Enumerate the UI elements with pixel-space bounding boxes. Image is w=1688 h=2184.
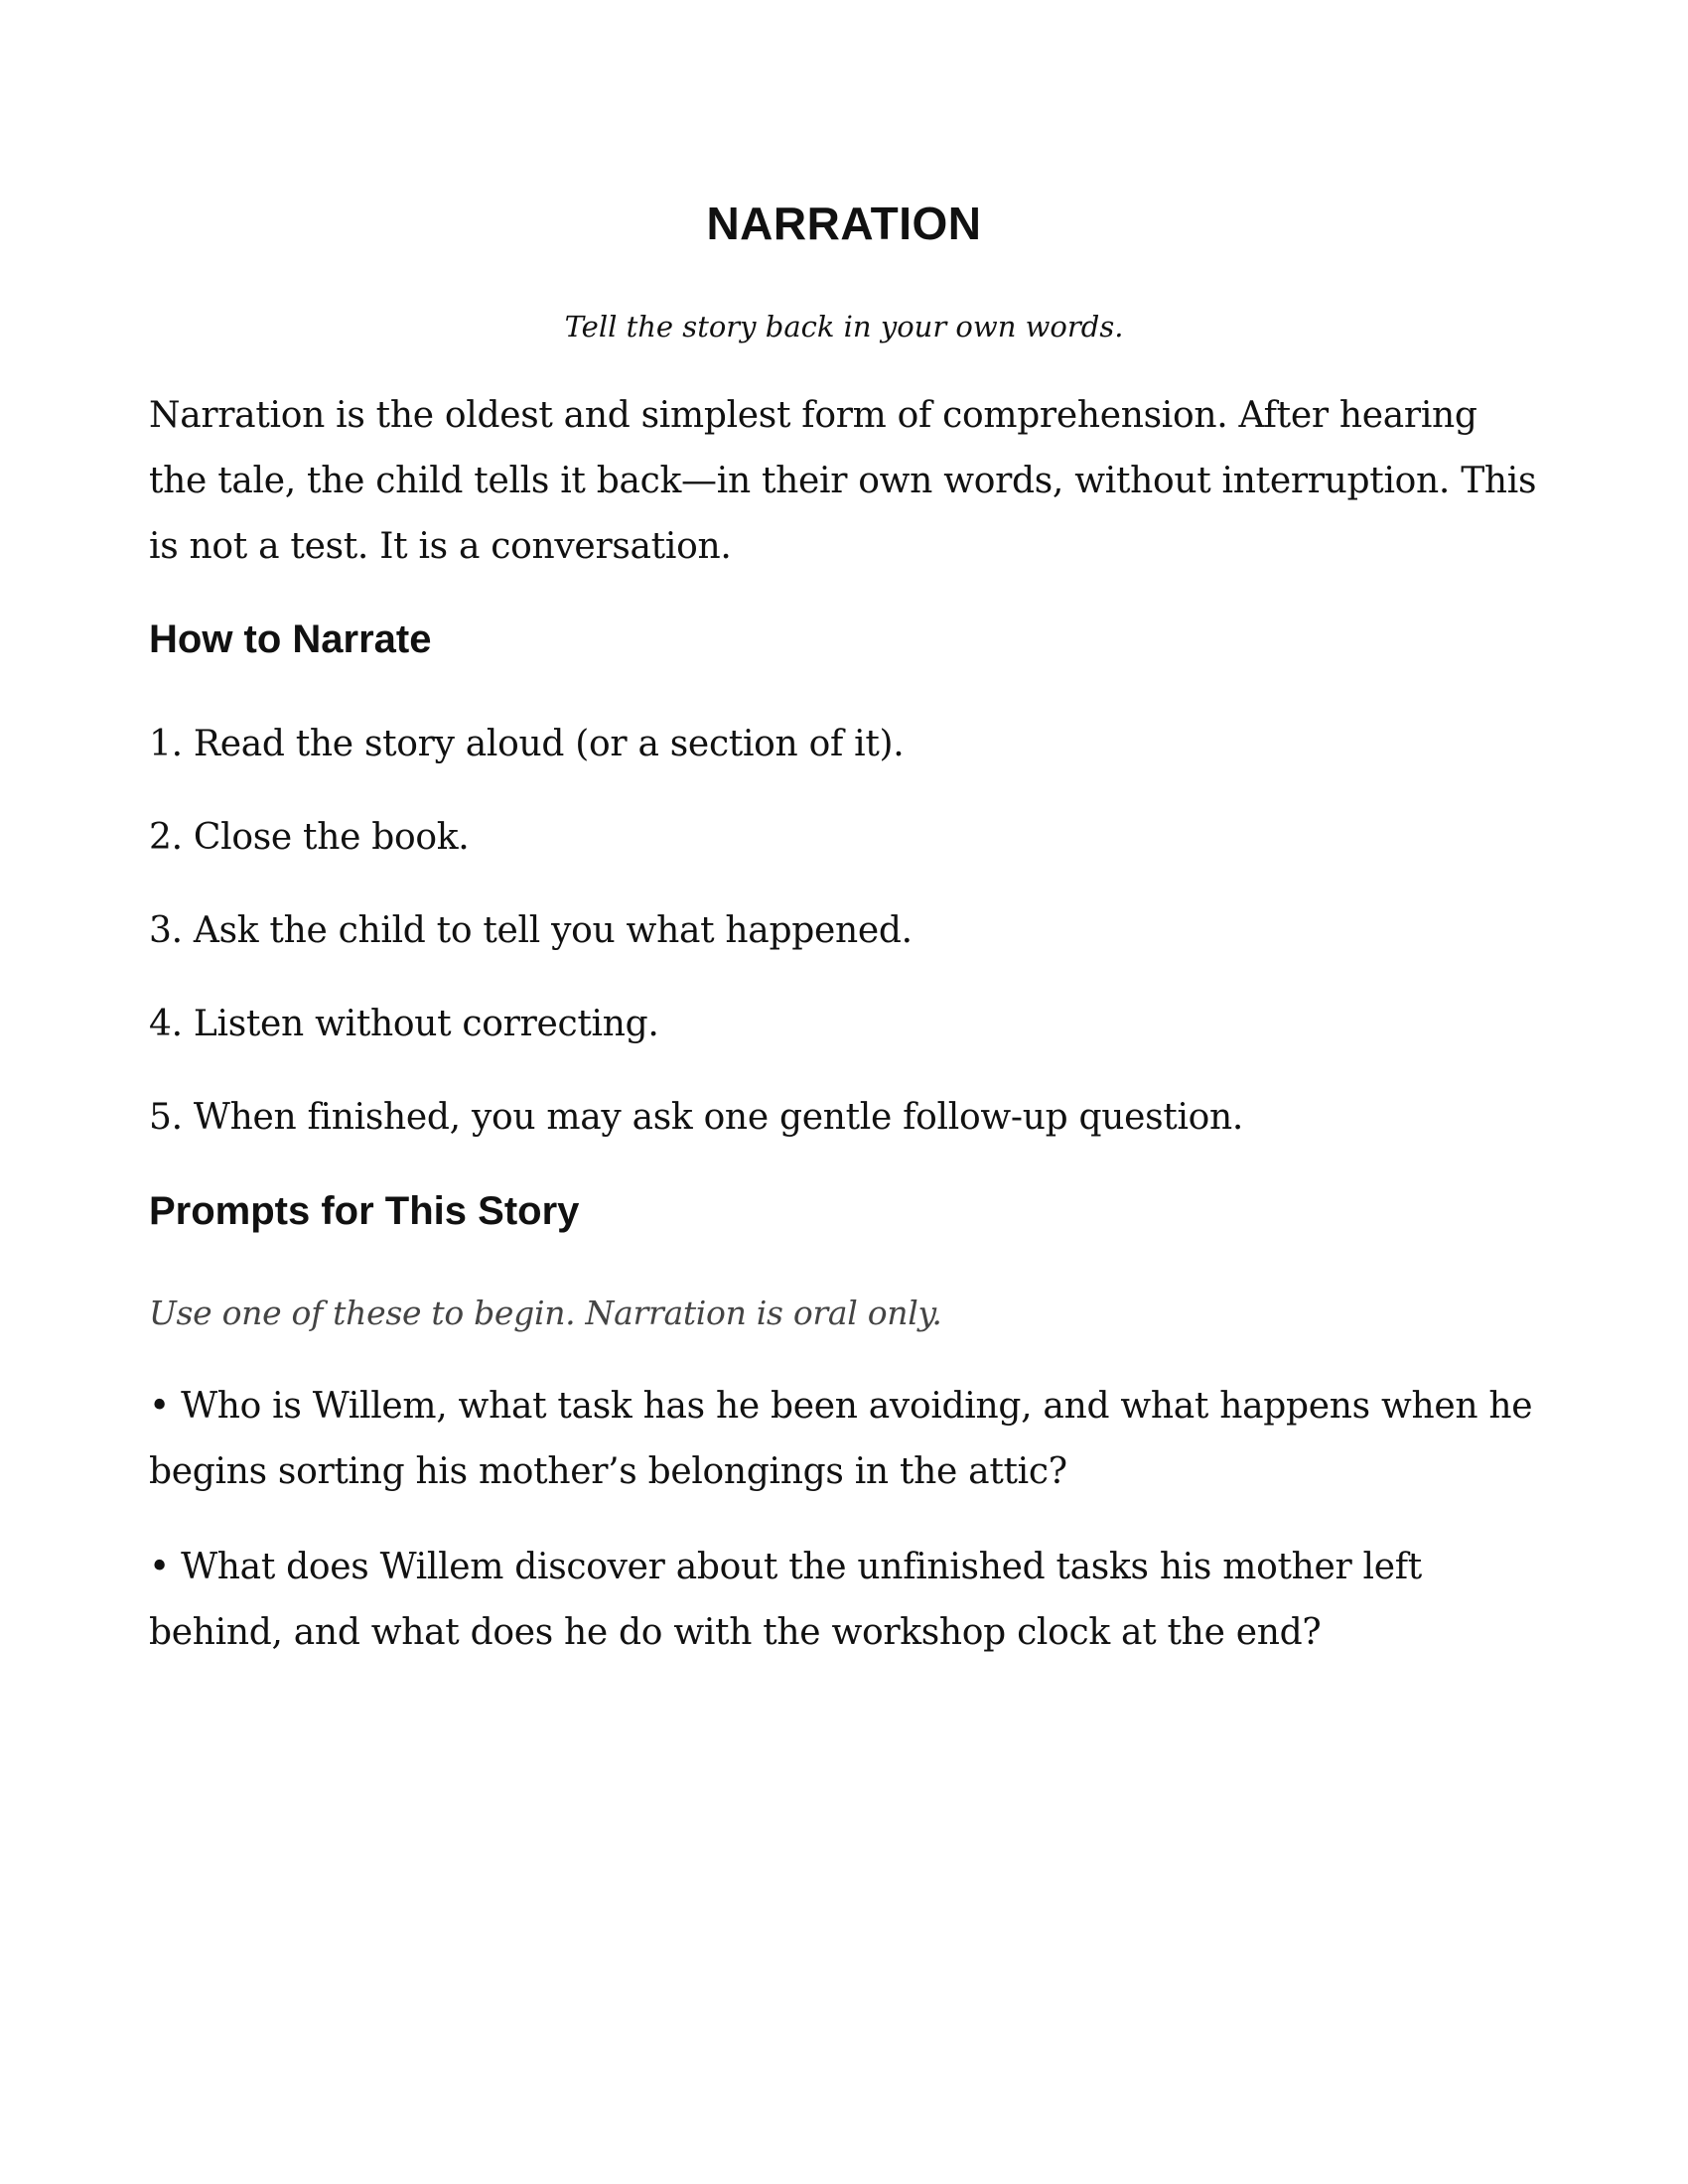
- prompts-note: Use one of these to begin. Narration is oral only.: [149, 1294, 942, 1332]
- prompt-item: • Who is Willem, what task has he been avoiding, and what happens when he begins sorting his mother’s belongings in the attic?: [149, 1386, 1533, 1492]
- step-item: 5. When finished, you may ask one gentle follow-up question.: [149, 1097, 1244, 1138]
- prompts-heading: Prompts for This Story: [149, 1189, 580, 1233]
- page-title: NARRATION: [706, 198, 982, 249]
- how-to-narrate-heading: How to Narrate: [149, 617, 432, 661]
- step-item: 2. Close the book.: [149, 817, 470, 858]
- prompt-item: • What does Willem discover about the unfinished tasks his mother left behind, and what does he do with the workshop clock at the end?: [149, 1547, 1422, 1653]
- page-subtitle: Tell the story back in your own words.: [564, 310, 1124, 343]
- step-item: 1. Read the story aloud (or a section of it).: [149, 724, 905, 764]
- intro-paragraph: Narration is the oldest and simplest form of comprehension. After hearing the tale, the child tells it back—in their own words, without interruption. This is not a test. It is a conversation.: [149, 395, 1537, 567]
- step-item: 3. Ask the child to tell you what happened.: [149, 910, 913, 951]
- step-item: 4. Listen without correcting.: [149, 1004, 659, 1044]
